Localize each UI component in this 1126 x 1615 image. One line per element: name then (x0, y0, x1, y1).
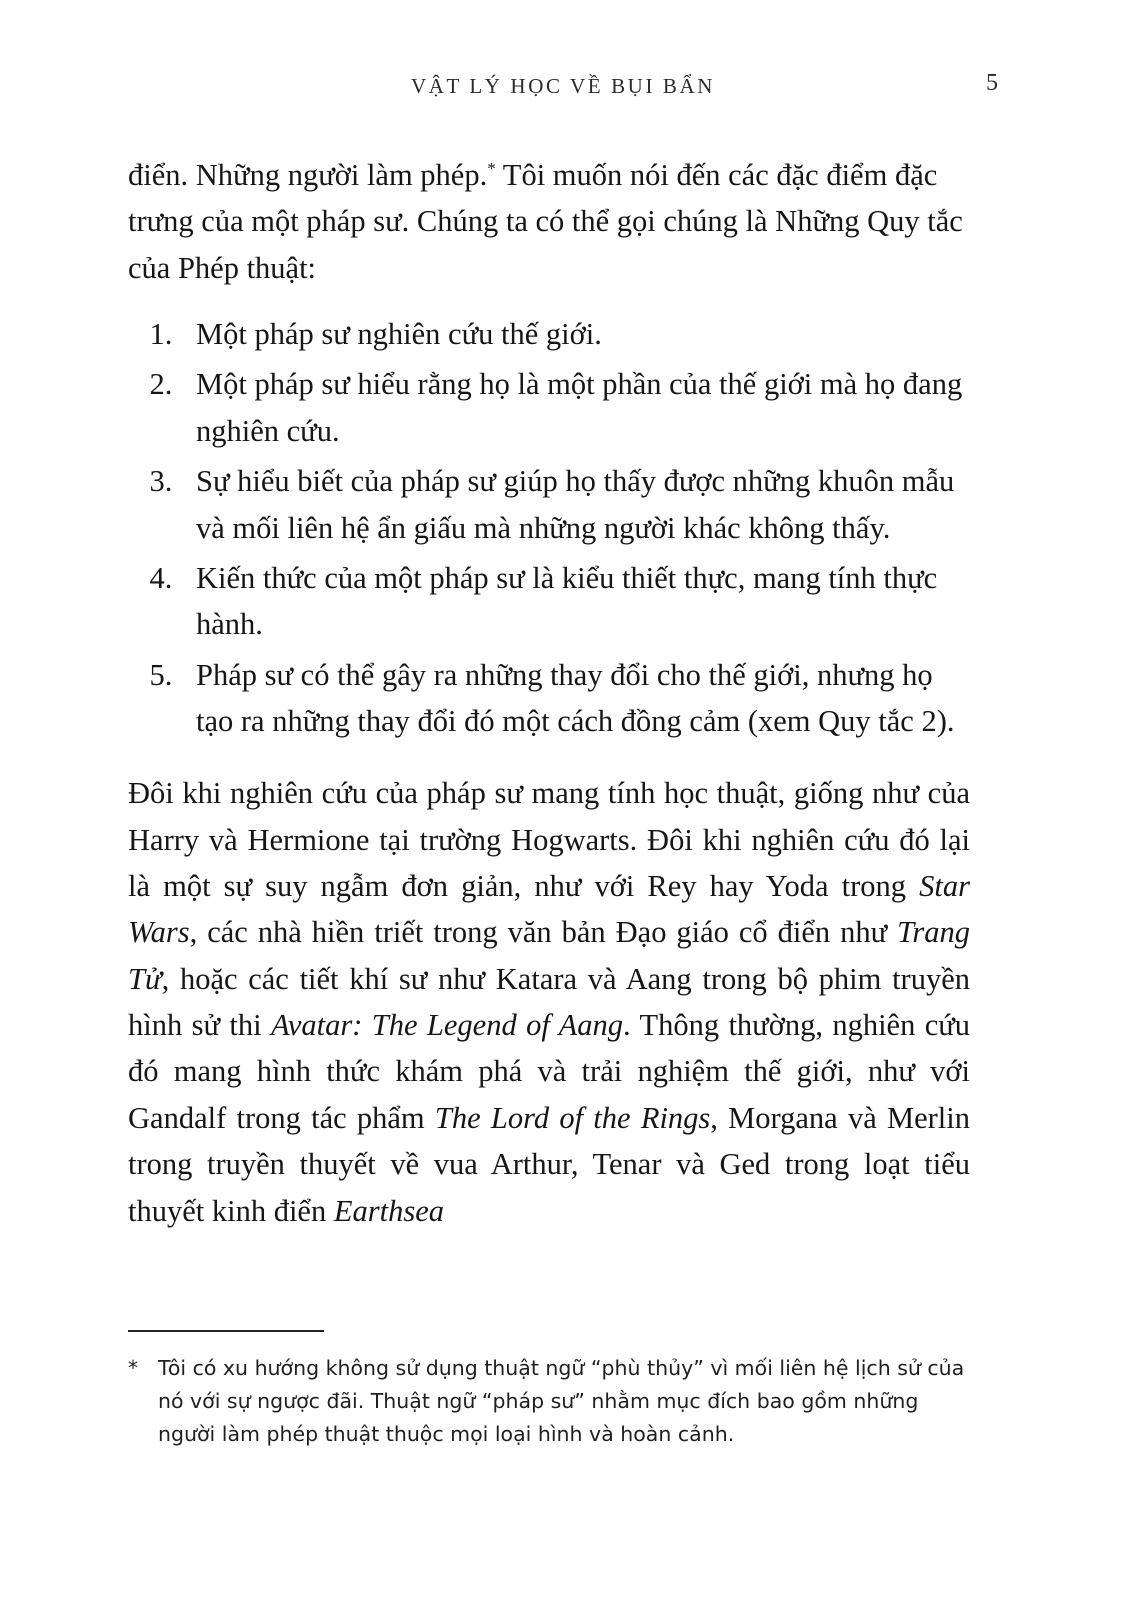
footnote-reference-marker: * (487, 158, 496, 178)
footnote-separator-rule (128, 1330, 324, 1332)
footnote-text: Tôi có xu hướng không sử dụng thuật ngữ “phù thủy” vì mối liên hệ lịch sử của nó với sự ngược đãi. Thuật ngữ “pháp sư” nhằm mục đích bao gồm những người làm phép thuật thuộc mọi loại hình và hoàn cảnh. (158, 1356, 965, 1447)
work-title-lotr: The Lord of the Rings (434, 1100, 711, 1135)
page-number: 5 (986, 70, 998, 96)
list-item: 1. Một pháp sư nghiên cứu thế giới. (180, 311, 970, 357)
rules-list (128, 311, 970, 744)
work-title-avatar: Avatar: The Legend of Aang (270, 1008, 623, 1043)
main-paragraph-seg3: , hoặc các tiết khí sư như Katara và Aang trong bộ phim truyền hình sử thi (128, 961, 970, 1043)
list-item: 4. Kiến thức của một pháp sư là kiểu thiết thực, mang tính thực hành. (180, 555, 970, 648)
main-paragraph-seg1: Đôi khi nghiên cứu của pháp sư mang tính học thuật, giống như của Harry và Hermione tại trường Hogwarts. Đôi khi nghiên cứu đó lại là một sự suy ngẫm đơn giản, như với Rey hay Yoda trong (128, 776, 970, 904)
main-paragraph-seg2: , các nhà hiền triết trong văn bản Đạo giáo cổ điển như (189, 915, 898, 950)
main-paragraph (128, 770, 970, 1234)
work-title-trang-tu: Trang Tử (128, 915, 970, 996)
main-paragraph-seg5: , Morgana và Merlin trong truyền thuyết về vua Arthur, Tenar và Ged trong loạt tiểu thuyết kinh điển (128, 1100, 970, 1228)
running-head (128, 70, 998, 99)
body-column (128, 152, 970, 1234)
main-paragraph-seg4: . Thông thường, nghiên cứu đó mang hình thức khám phá và trải nghiệm thế giới, như với Gandalf trong tác phẩm (128, 1008, 971, 1135)
list-item: 3. Sự hiểu biết của pháp sư giúp họ thấy được những khuôn mẫu và mối liên hệ ẩn giấu mà những người khác không thấy. (180, 458, 970, 551)
footnote (128, 1352, 970, 1452)
opening-paragraph-part1: điển. Những người làm phép. (128, 158, 488, 192)
list-item: 5. Pháp sư có thể gây ra những thay đổi cho thế giới, nhưng họ tạo ra những thay đổi đó một cách đồng cảm (xem Quy tắc 2). (180, 652, 970, 745)
list-item: 2. Một pháp sư hiểu rằng họ là một phần của thế giới mà họ đang nghiên cứu. (180, 361, 970, 454)
footnote-area (128, 1330, 970, 1452)
running-head-title: VẬT LÝ HỌC VỀ BỤI BẨN (410, 74, 716, 98)
opening-paragraph (128, 152, 970, 291)
opening-paragraph-part2: Tôi muốn nói đến các đặc điểm đặc trưng của một pháp sư. Chúng ta có thể gọi chúng là Những Quy tắc của Phép thuật: (128, 158, 963, 285)
work-title-earthsea: Earthsea (333, 1193, 444, 1228)
footnote-marker: * (128, 1356, 138, 1380)
work-title-star-wars: Star Wars (128, 869, 970, 950)
